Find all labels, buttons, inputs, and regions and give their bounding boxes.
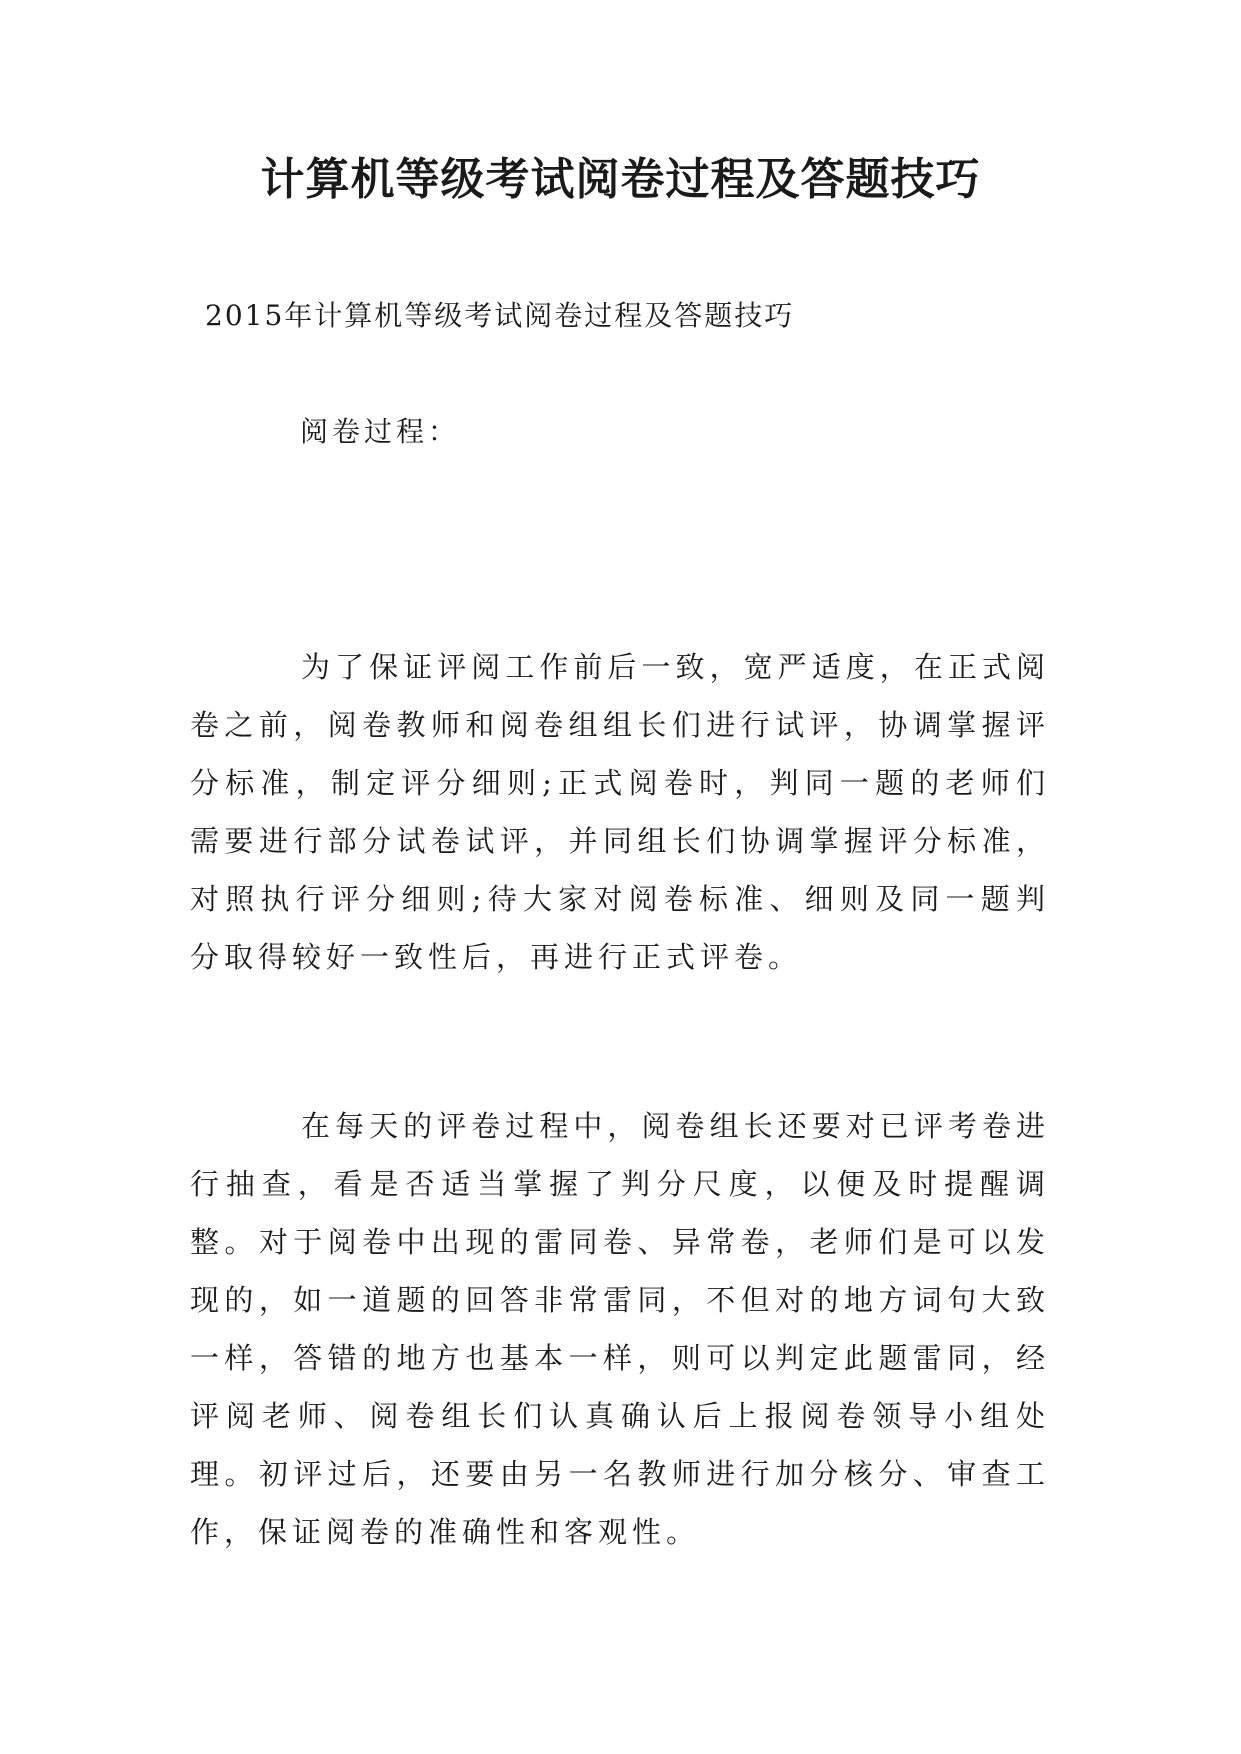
document-subtitle: 2015年计算机等级考试阅卷过程及答题技巧 (205, 299, 795, 332)
body-paragraph: 在每天的评卷过程中，阅卷组长还要对已评考卷进行抽查，看是否适当掌握了判分尺度，以便及时提醒调整。对于阅卷中出现的雷同卷、异常卷，老师们是可以发现的，如一道题的回答非常雷同，不但对的地方词句大致一样，答错的地方也基本一样，则可以判定此题雷同，经评阅老师、阅卷组长们认真确认后上报阅卷领导小组处理。初评过后，还要由另一名教师进行加分核分、审查工作，保证阅卷的准确性和客观性。 (190, 1109, 1050, 1549)
document-title: 计算机等级考试阅卷过程及答题技巧 (260, 154, 981, 205)
body-paragraph: 为了保证评阅工作前后一致，宽严适度，在正式阅卷之前，阅卷教师和阅卷组组长们进行试评，协调掌握评分标准，制定评分细则;正式阅卷时，判同一题的老师们需要进行部分试卷试评，并同组长们协调掌握评分标准，对照执行评分细则;待大家对阅卷标准、细则及同一题判分取得较好一致性后，再进行正式评卷。 (190, 650, 1050, 974)
section-heading: 阅卷过程： (300, 415, 461, 448)
